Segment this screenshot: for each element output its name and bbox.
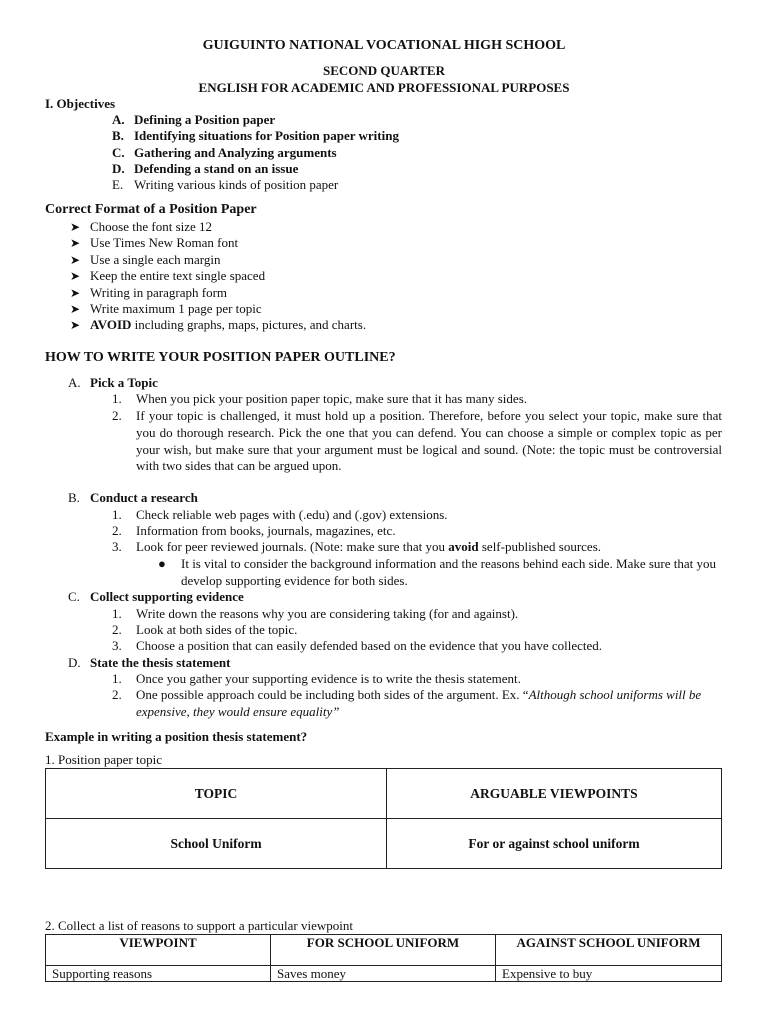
arrow-bullet-icon: ➤ bbox=[70, 253, 81, 267]
table-header-row bbox=[46, 935, 722, 966]
table-row bbox=[46, 966, 722, 982]
list-item: 1. Once you gather your supporting evidence is to write the thesis statement. bbox=[112, 671, 521, 686]
list-item: 2. Look at both sides of the topic. bbox=[112, 622, 298, 637]
table-cell: Supporting reasons bbox=[46, 966, 271, 982]
reasons-table bbox=[45, 934, 722, 982]
objective-item: D. Defending a stand on an issue bbox=[112, 161, 299, 176]
table-cell: School Uniform bbox=[46, 819, 387, 869]
objective-item: C. Gathering and Analyzing arguments bbox=[112, 145, 337, 160]
list-item: 3. Choose a position that can easily defended based on the evidence that you have collected. bbox=[112, 638, 603, 653]
table-cell: Saves money bbox=[271, 966, 496, 982]
objective-item: A. Defining a Position paper bbox=[112, 112, 276, 127]
table-row bbox=[46, 819, 722, 869]
format-item: ➤ Use a single each margin bbox=[70, 252, 221, 267]
format-heading: Correct Format of a Position Paper bbox=[45, 202, 257, 217]
step-c: C. Collect supporting evidence bbox=[68, 589, 244, 604]
objective-item: E. Writing various kinds of position paper bbox=[112, 177, 339, 192]
format-item: ➤ Writing in paragraph form bbox=[70, 285, 228, 300]
step-b: B. Conduct a research bbox=[68, 490, 198, 505]
bullet-paragraph: It is vital to consider the background information and the reasons behind each side. Make sure that you develop supporting evidence for both sides. bbox=[181, 556, 717, 588]
table-header-cell: TOPIC bbox=[46, 769, 387, 819]
list-number: 2. bbox=[112, 408, 122, 423]
step-a: A. Pick a Topic bbox=[68, 375, 158, 390]
quarter-label: SECOND QUARTER bbox=[323, 63, 445, 78]
subject-title: ENGLISH FOR ACADEMIC AND PROFESSIONAL PURPOSES bbox=[198, 80, 570, 95]
list-item-paragraph: If your topic is challenged, it must hold up a position. Therefore, before you select your topic, make sure that you do thorough research. Pick the one that you can defend. You can choose a simple or complex topic as per your wish, but make sure that your argument must be logical and sound. (Note: the topic must be controversial with two sides that can be argued upon. bbox=[136, 408, 722, 474]
objectives-heading: I. Objectives bbox=[45, 96, 116, 111]
format-item: ➤ Use Times New Roman font bbox=[70, 235, 239, 250]
topic-table bbox=[45, 768, 722, 869]
table2-label: 2. Collect a list of reasons to support a particular viewpoint bbox=[45, 918, 353, 933]
list-item: 2. Information from books, journals, magazines, etc. bbox=[112, 523, 396, 538]
table-cell: For or against school uniform bbox=[387, 819, 722, 869]
format-item: ➤ Keep the entire text single spaced bbox=[70, 268, 266, 283]
table-header-cell: VIEWPOINT bbox=[46, 935, 271, 966]
arrow-bullet-icon: ➤ bbox=[70, 302, 81, 316]
objective-item: B. Identifying situations for Position paper writing bbox=[112, 128, 399, 143]
table-header-cell: ARGUABLE VIEWPOINTS bbox=[387, 769, 722, 819]
list-item: 3. Look for peer reviewed journals. (Note: make sure that you avoid self-published sources. bbox=[112, 539, 601, 554]
arrow-bullet-icon: ➤ bbox=[70, 236, 81, 250]
list-item: 1. Check reliable web pages with (.edu) and (.gov) extensions. bbox=[112, 507, 448, 522]
format-item: ➤ AVOID including graphs, maps, pictures, and charts. bbox=[70, 317, 367, 332]
arrow-bullet-icon: ➤ bbox=[70, 220, 81, 234]
list-item: 1. Write down the reasons why you are considering taking (for and against). bbox=[112, 606, 519, 621]
list-number: 2. bbox=[112, 687, 122, 702]
table-header-cell: AGAINST SCHOOL UNIFORM bbox=[496, 935, 722, 966]
bullet-icon: ● bbox=[158, 556, 166, 571]
table-header-row bbox=[46, 769, 722, 819]
school-name: GUIGUINTO NATIONAL VOCATIONAL HIGH SCHOOL bbox=[202, 38, 566, 53]
list-item-paragraph: One possible approach could be including both sides of the argument. Ex. “Although school uniforms will be expensive, they would ensure equality” bbox=[136, 687, 702, 719]
table-cell: Expensive to buy bbox=[496, 966, 722, 982]
format-item: ➤ Choose the font size 12 bbox=[70, 219, 213, 234]
example-heading: Example in writing a position thesis statement? bbox=[45, 729, 308, 744]
table-header-cell: FOR SCHOOL UNIFORM bbox=[271, 935, 496, 966]
outline-heading: HOW TO WRITE YOUR POSITION PAPER OUTLINE? bbox=[45, 350, 396, 365]
list-item: 1. When you pick your position paper topic, make sure that it has many sides. bbox=[112, 391, 527, 406]
arrow-bullet-icon: ➤ bbox=[70, 286, 81, 300]
table1-label: 1. Position paper topic bbox=[45, 752, 162, 767]
step-d: D. State the thesis statement bbox=[68, 655, 231, 670]
format-item: ➤ Write maximum 1 page per topic bbox=[70, 301, 262, 316]
arrow-bullet-icon: ➤ bbox=[70, 269, 81, 283]
arrow-bullet-icon: ➤ bbox=[70, 318, 81, 332]
